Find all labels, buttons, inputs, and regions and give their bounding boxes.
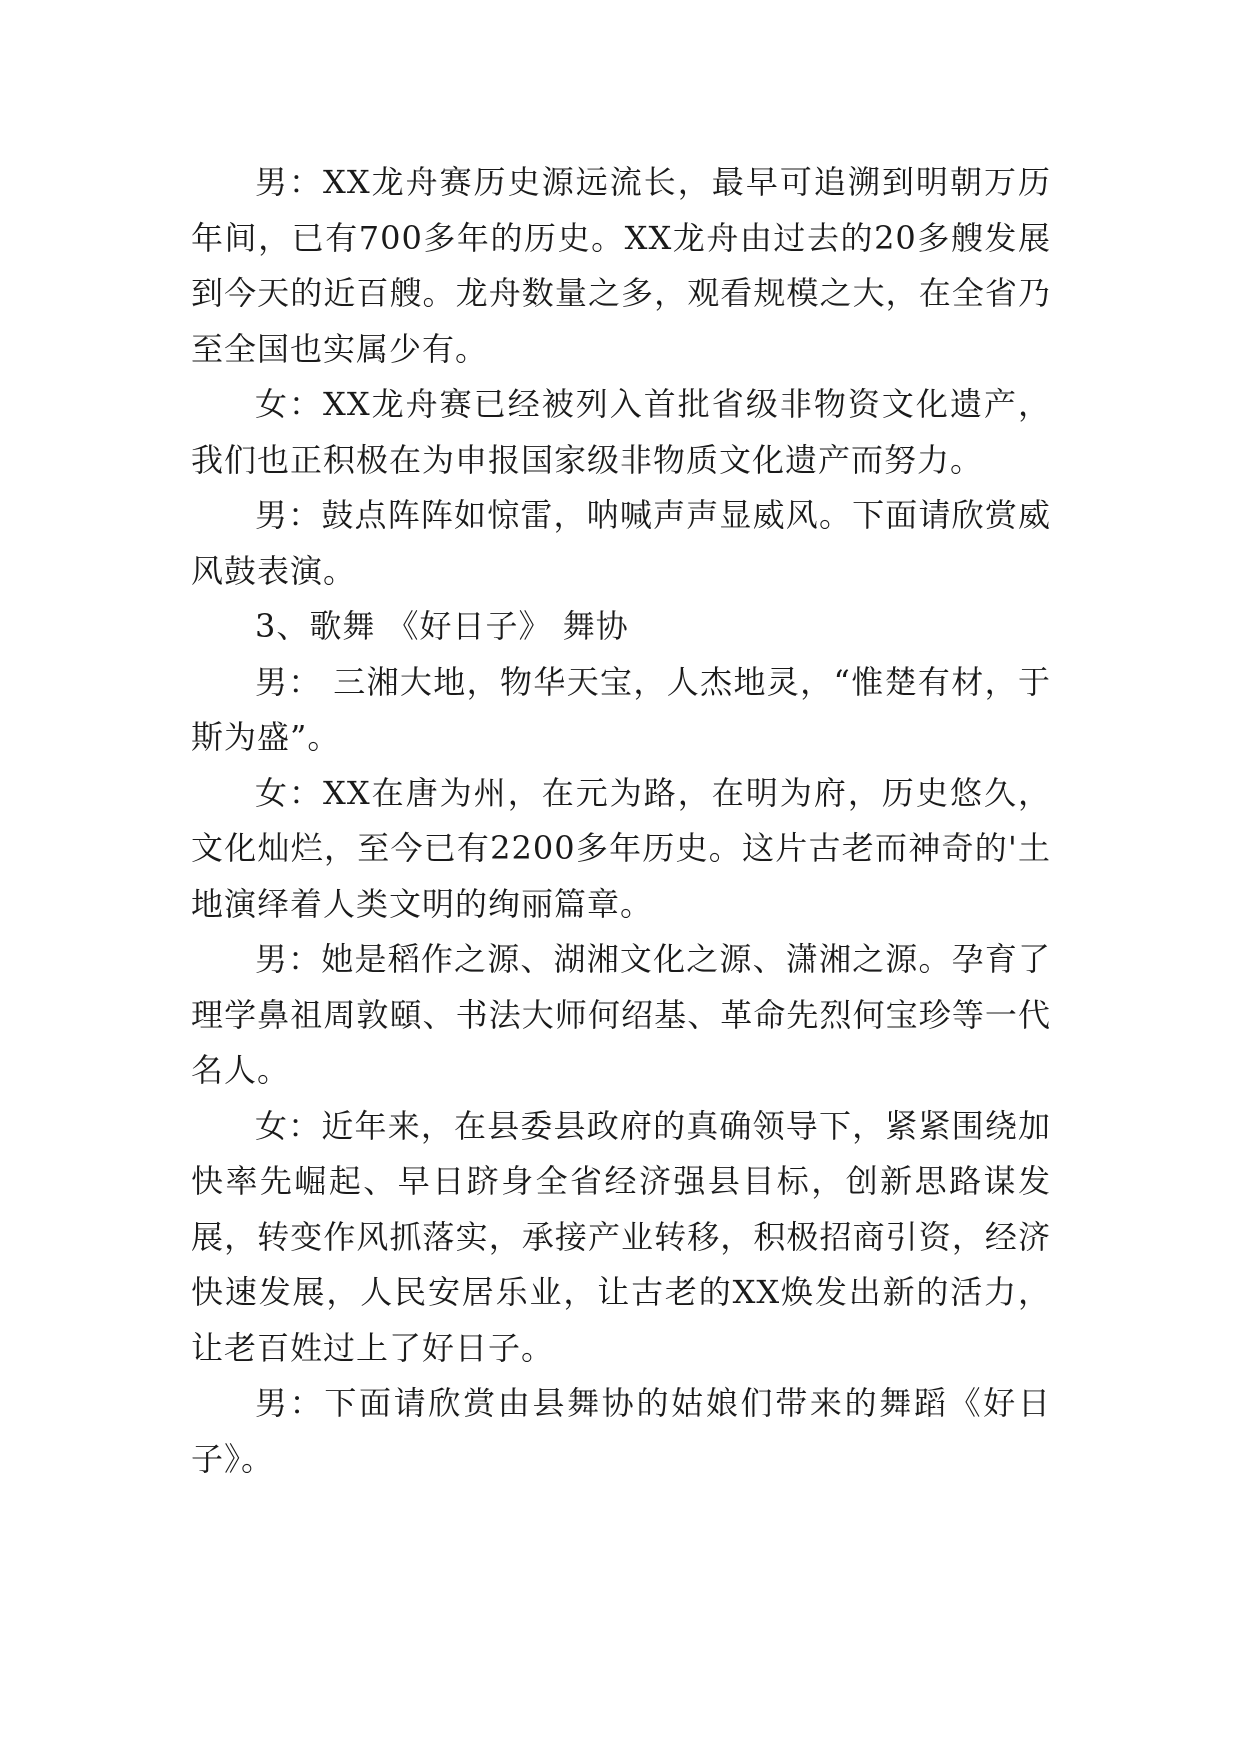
paragraph-origins: 男：她是稻作之源、湖湘文化之源、潇湘之源。孕育了理学鼻祖周敦頤、书法大师何绍基、革命先烈何宝珍等一代名人。: [191, 940, 1051, 1089]
document-body: [191, 155, 1051, 1487]
paragraph-drum-performance: 男：鼓点阵阵如惊雷，呐喊声声显威风。下面请欣赏威风鼓表演。: [191, 496, 1051, 590]
paragraph-dragon-boat-history: 男：XX龙舟赛历史源远流长，最早可追溯到明朝万历年间，已有700多年的历史。XX龙舟由过去的20多艘发展到今天的近百艘。龙舟数量之多，观看规模之大，在全省乃至全国也实属少有。: [191, 163, 1051, 368]
program-item-heading: 3、歌舞 《好日子》 舞协: [255, 607, 629, 645]
paragraph-development: 女：近年来，在县委县政府的真确领导下，紧紧围绕加快率先崛起、早日跻身全省经济强县目标，创新思路谋发展，转变作风抓落实，承接产业转移，积极招商引资，经济快速发展，人民安居乐业，让古老的XX焕发出新的活力，让老百姓过上了好日子。: [191, 1106, 1051, 1367]
paragraph-history: 女：XX在唐为州，在元为路，在明为府，历史悠久，文化灿烂，至今已有2200多年历史。这片古老而神奇的'土地演绎着人类文明的绚丽篇章。: [191, 773, 1051, 923]
paragraph-intangible-heritage: 女：XX龙舟赛已经被列入首批省级非物资文化遗产，我们也正积极在为申报国家级非物质文化遗产而努力。: [191, 385, 1051, 479]
paragraph-dance-intro: 男：下面请欣赏由县舞协的姑娘们带来的舞蹈《好日子》。: [191, 1384, 1051, 1478]
paragraph-sanxiang: 男： 三湘大地，物华天宝，人杰地灵，“惟楚有材，于斯为盛”。: [191, 662, 1051, 756]
